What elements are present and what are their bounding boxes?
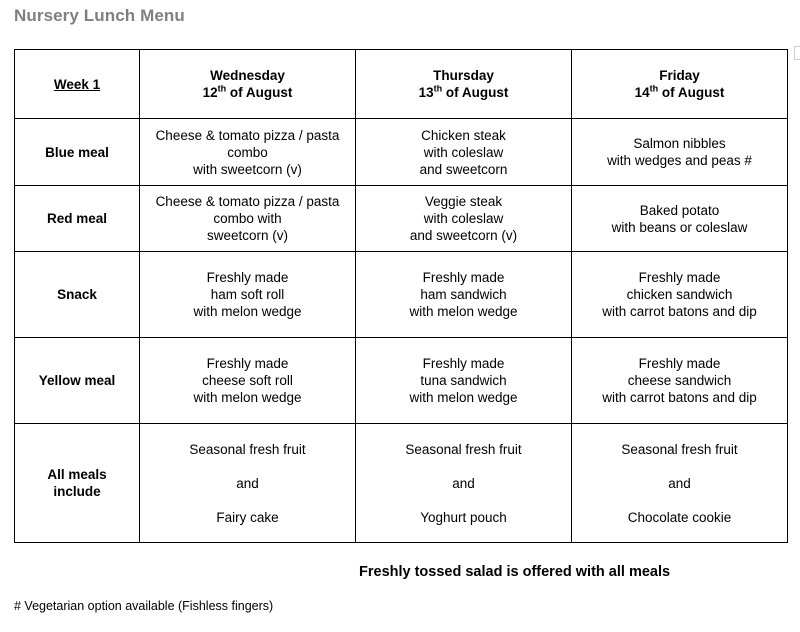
- salad-note: Freshly tossed salad is offered with all meals: [359, 564, 671, 580]
- menu-cell: Seasonal fresh fruit and Chocolate cookie: [572, 424, 788, 543]
- week-label: Week 1: [53, 76, 101, 92]
- menu-cell: Cheese & tomato pizza / pasta combo with sweetcorn (v): [140, 186, 356, 252]
- day-name: Wednesday: [210, 68, 285, 83]
- day-date: 12th of August: [202, 83, 293, 100]
- day-date: 14th of August: [634, 83, 725, 100]
- page-title: Nursery Lunch Menu: [14, 6, 185, 25]
- day-header-thursday: [356, 50, 572, 119]
- row-label-yellow-meal: Yellow meal: [15, 338, 140, 424]
- day-header-wednesday: [140, 50, 356, 119]
- menu-cell: Salmon nibbles with wedges and peas #: [572, 119, 788, 186]
- red-meal-row: [15, 186, 788, 252]
- snack-row: [15, 252, 788, 338]
- row-label-red-meal: Red meal: [15, 186, 140, 252]
- menu-cell: Baked potato with beans or coleslaw: [572, 186, 788, 252]
- day-date: 13th of August: [418, 83, 509, 100]
- page-edge-mark: [794, 46, 800, 60]
- menu-cell: Chicken steak with coleslaw and sweetcorn: [356, 119, 572, 186]
- menu-cell: Freshly made cheese sandwich with carrot batons and dip: [572, 338, 788, 424]
- menu-cell: Freshly made cheese soft roll with melon wedge: [140, 338, 356, 424]
- day-name: Thursday: [433, 68, 494, 83]
- row-label-blue-meal: Blue meal: [15, 119, 140, 186]
- week-cell: [15, 50, 140, 119]
- menu-cell: Freshly made tuna sandwich with melon wedge: [356, 338, 572, 424]
- day-header-friday: [572, 50, 788, 119]
- yellow-meal-row: [15, 338, 788, 424]
- row-label-snack: Snack: [15, 252, 140, 338]
- vegetarian-footnote: # Vegetarian option available (Fishless fingers): [14, 599, 274, 613]
- blue-meal-row: [15, 119, 788, 186]
- row-label-all-meals-include: All meals include: [15, 424, 140, 543]
- all-meals-include-row: [15, 424, 788, 543]
- menu-cell: Freshly made chicken sandwich with carrot batons and dip: [572, 252, 788, 338]
- menu-cell: Seasonal fresh fruit and Yoghurt pouch: [356, 424, 572, 543]
- menu-cell: Veggie steak with coleslaw and sweetcorn (v): [356, 186, 572, 252]
- menu-cell: Seasonal fresh fruit and Fairy cake: [140, 424, 356, 543]
- menu-cell: Freshly made ham soft roll with melon wedge: [140, 252, 356, 338]
- menu-cell: Cheese & tomato pizza / pasta combo with sweetcorn (v): [140, 119, 356, 186]
- header-row: [15, 50, 788, 119]
- lunch-menu-table: [14, 49, 788, 543]
- menu-cell: Freshly made ham sandwich with melon wedge: [356, 252, 572, 338]
- day-name: Friday: [659, 68, 700, 83]
